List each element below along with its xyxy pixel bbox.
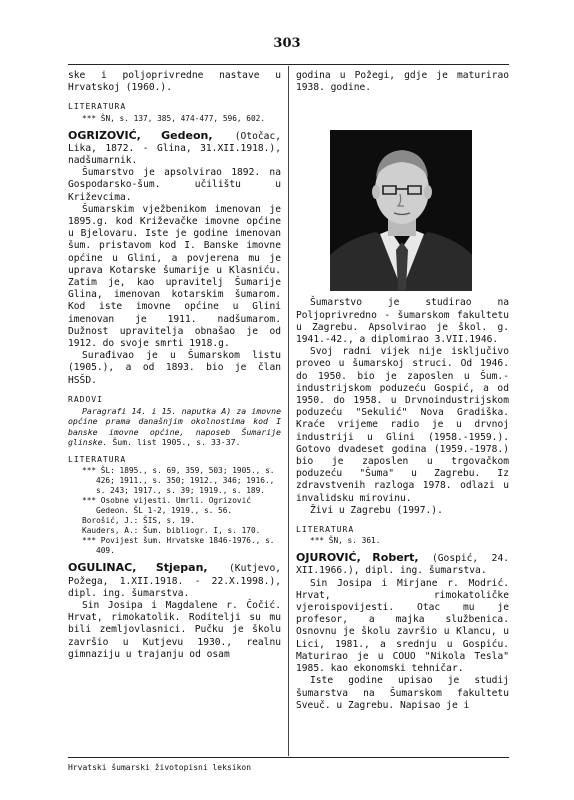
entry-name: OGULINAC, Stjepan, xyxy=(68,561,208,575)
works-title: Paragrafi 14. i 15. naputka A) za imovne općine prama današnjim okolnostima kod I banske imovne općine, naposeb Šumarije glinske. xyxy=(68,406,281,447)
paragraph: Surađivao je u Šumarskom listu (1905.), a od 1893. bio je član HSŠD. xyxy=(68,350,281,386)
paragraph: Svoj radni vijek nije isključivo proveo u šumarskoj struci. Od 1946. do 1950. bio je zaposlen u Šum.-industrijskom poduzeću Gospić, a od 1950. do 1958. u Drvnoindustrijskom poduzeću "Sekulić" Nova Gradiška. Kraće vrijeme radio je u drvnoj industriji u Glini (1958.-1959.). Gotovo dvadeset godina (1959.-1978.) bio je zaposlen u trgovačkom poduzeću "Šuma" u Zagrebu. Iz zdravstvenih razloga 1978. odlazi u invalidsku mirovinu. xyxy=(296,346,509,504)
page-footer: Hrvatski šumarski životopisni leksikon xyxy=(68,763,252,772)
paragraph: Šumarstvo je studirao na Poljoprivredno - šumarskom fakultetu u Zagrebu. Apsolvirao je škol. g. 1941.-42., a diplomirao 3.VII.1946. xyxy=(296,297,509,346)
reference: *** ŠN, s. 361. xyxy=(310,536,381,546)
literature-label: LITERATURA xyxy=(68,455,127,465)
entry-name: OGRIZOVIĆ, Gedeon, xyxy=(68,128,213,142)
header-rule xyxy=(68,64,509,65)
paragraph: Iste godine upisao je studij šumarstva na Šumarskom fakultetu Sveuč. u Zagrebu. Napisao je i xyxy=(296,675,509,711)
entry-meta: (Kutjevo, Požega, 1.XII.1918. - 22.X.1998.), dipl. ing. šumarstva. xyxy=(68,563,282,599)
works-item xyxy=(68,406,281,447)
literature-refs xyxy=(296,536,509,546)
entry-name: OJUROVIĆ, Robert, xyxy=(296,551,419,565)
entry-header-ogulinac xyxy=(68,562,281,600)
reference: *** ŠL: 1895., s. 69, 359, 503; 1905., s. 426; 1911., s. 350; 1912., 346; 1916., s. 243; 1917., s. 39; 1919., s. 189. xyxy=(82,466,275,496)
column-divider xyxy=(288,66,289,756)
entry-meta: (Gospić, 24. XII.1966.), dipl. ing. šumarstva. xyxy=(296,553,509,577)
portrait-photo xyxy=(330,130,472,291)
continued-text: ske i poljoprivredne nastave u Hrvatskoj (1960.). xyxy=(68,70,281,94)
literature-refs xyxy=(68,466,281,556)
works-source: Šum. list 1905., s. 33-37. xyxy=(107,436,241,447)
reference: *** Povijest šum. Hrvatske 1846-1976., s. 409. xyxy=(82,536,275,556)
reference: *** ŠN, s. 137, 385, 474-477, 596, 602. xyxy=(82,113,266,123)
works-label: RADOVI xyxy=(68,394,103,404)
portrait-image xyxy=(330,130,472,291)
literature-label: LITERATURA xyxy=(296,525,355,535)
entry-header-ojurovic xyxy=(296,552,509,577)
paragraph: Živi u Zagrebu (1997.). xyxy=(310,504,443,516)
footer-rule xyxy=(68,757,509,758)
reference: Borošić, J.: ŠIS, s. 19. xyxy=(82,516,195,526)
page-number: 303 xyxy=(273,36,301,51)
literature-refs xyxy=(68,114,281,124)
left-column xyxy=(68,70,281,661)
right-column xyxy=(296,70,509,712)
paragraph: Sin Josipa i Magdalene r. Čočić. Hrvat, rimokatolik. Roditelji su mu bili zemljovlasnici. Pučku je školu završio u Kutjevu 1930., realnu gimnaziju u trajanju od osam xyxy=(68,600,281,660)
literature-label: LITERATURA xyxy=(68,102,127,112)
reference: Kauders, A.: Šum. bibliogr. I, s. 170. xyxy=(82,526,261,536)
entry-header-ogrizovic xyxy=(68,130,281,168)
reference: *** Osobne vijesti. Umrli. Ogrizović Gedeon. ŠL 1-2, 1919., s. 56. xyxy=(82,496,251,516)
paragraph: Šumarstvo je apsolvirao 1892. na Gospodarsko-šum. učilištu u Križevcima. xyxy=(68,167,281,203)
entry-meta: (Otočac, Lika, 1872. - Glina, 31.XII.1918.), nadšumarnik. xyxy=(68,130,281,167)
paragraph: Šumarskim vježbenikom imenovan je 1895.g. kod Križevačke imovne općine u Bjelovaru. Iste je godine imenovan šum. pristavom kod I. Banske imovne općine u Glini, a povjerena mu je uprava Kotarske šumarije u Klasniću. Zatim je, kao upravitelj Šumarije Glina, imenovan kotarskim šumarom. Kod iste imovne općine u Glini imenovan je 1911. nadšumarom. Dužnost upravitelja obnašao je od 1912. do svoje smrti 1918.g. xyxy=(68,203,281,350)
continued-text: godina u Požegi, gdje je maturirao 1938. godine. xyxy=(296,70,509,94)
paragraph: Sin Josipa i Mirjane r. Modrić. Hrvat, rimokatoličke vjeroispovijesti. Otac mu je profesor, a majka službenica. Osnovnu je školu završio u Klancu, u Lici, 1981., a srednju u Gospiću. Maturirao je u COUO "Nikola Tesla" 1985. kao ekonomski tehničar. xyxy=(296,577,509,675)
